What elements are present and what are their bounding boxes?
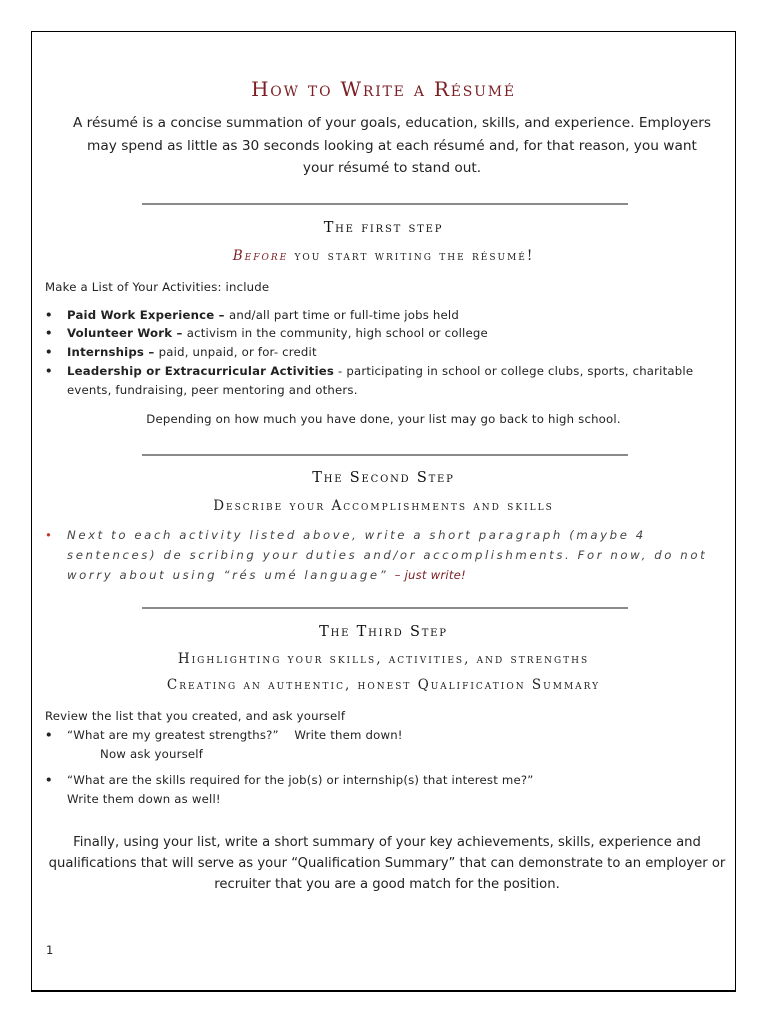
step3-subheading-2: Creating an authentic, honest Qualification Summary	[166, 677, 601, 693]
list-item-desc: - participating in school or college clubs, sports, charitable events, fundraising, peer mentoring and others.	[67, 364, 694, 397]
step1-list-intro: Make a List of Your Activities: include	[45, 280, 270, 294]
bullet-icon: •	[45, 528, 55, 542]
list-item	[45, 324, 735, 342]
question-2: “What are the skills required for the job(s) or internship(s) that interest me?”	[67, 773, 534, 787]
page-number: 1	[46, 943, 54, 957]
step3-subheading-1: Highlighting your skills, activities, and strengths	[177, 651, 590, 667]
list-item-term: Volunteer Work –	[67, 326, 187, 340]
step3-intro: Review the list that you created, and ask yourself	[45, 709, 346, 723]
list-item-term: Paid Work Experience –	[67, 308, 229, 322]
bullet-icon: •	[45, 364, 53, 378]
list-item-desc: paid, unpaid, or for- credit	[158, 345, 317, 359]
step2-instruction	[45, 525, 735, 585]
list-item	[45, 771, 735, 809]
document-title: How to Write a Résumé	[251, 77, 516, 101]
step3-heading: The Third Step	[319, 624, 448, 640]
step1-note: Depending on how much you have done, your list may go back to high school.	[146, 412, 621, 426]
section-divider	[142, 203, 628, 205]
bullet-icon: •	[45, 773, 53, 787]
step2-paragraph: Next to each activity listed above, write a short paragraph (maybe 4 sentences) de scribing your duties and/or accomplishments. For now, do not worry about using “rés umé language”	[67, 528, 708, 582]
bullet-icon: •	[45, 308, 53, 322]
list-item-desc: and/all part time or full-time jobs held	[228, 308, 459, 322]
bullet-icon: •	[45, 728, 53, 742]
intro-paragraph: A résumé is a concise summation of your goals, education, skills, and experience. Employers may spend as little as 30 seconds looking at each résumé and, for that reason, you want your résumé to stand out.	[72, 115, 712, 176]
step2-heading: The Second Step	[312, 470, 455, 486]
bullet-icon: •	[45, 345, 53, 359]
step2-emphasis: – just write!	[394, 568, 466, 582]
list-item-desc: activism in the community, high school or college	[186, 326, 488, 340]
step1-heading: The first step	[323, 220, 444, 236]
list-item	[45, 343, 735, 361]
list-item-term: Leadership or Extracurricular Activities	[67, 364, 335, 378]
question-1-follow: Now ask yourself	[100, 747, 204, 761]
list-item	[45, 362, 735, 400]
question-2-follow: Write them down as well!	[67, 792, 221, 806]
question-1: “What are my greatest strengths?” Write them down!	[67, 728, 403, 742]
bullet-icon: •	[45, 326, 53, 340]
document-page	[31, 31, 736, 992]
step1-sub-emphasis: Before	[232, 248, 289, 264]
list-item	[45, 306, 735, 324]
list-item-term: Internships –	[67, 345, 159, 359]
step2-subheading: Describe your Accomplishments and skills	[213, 498, 554, 514]
step1-sub-rest: you start writing the résumé!	[288, 248, 535, 264]
list-item	[45, 726, 735, 764]
closing-paragraph: Finally, using your list, write a short summary of your key achievements, skills, experience and qualifications that will serve as your “Qualification Summary” that can demonstrate to an employer or recruiter that you are a good match for the position.	[48, 835, 726, 892]
section-divider	[142, 607, 628, 609]
step1-subheading	[32, 248, 735, 264]
section-divider	[142, 454, 628, 456]
